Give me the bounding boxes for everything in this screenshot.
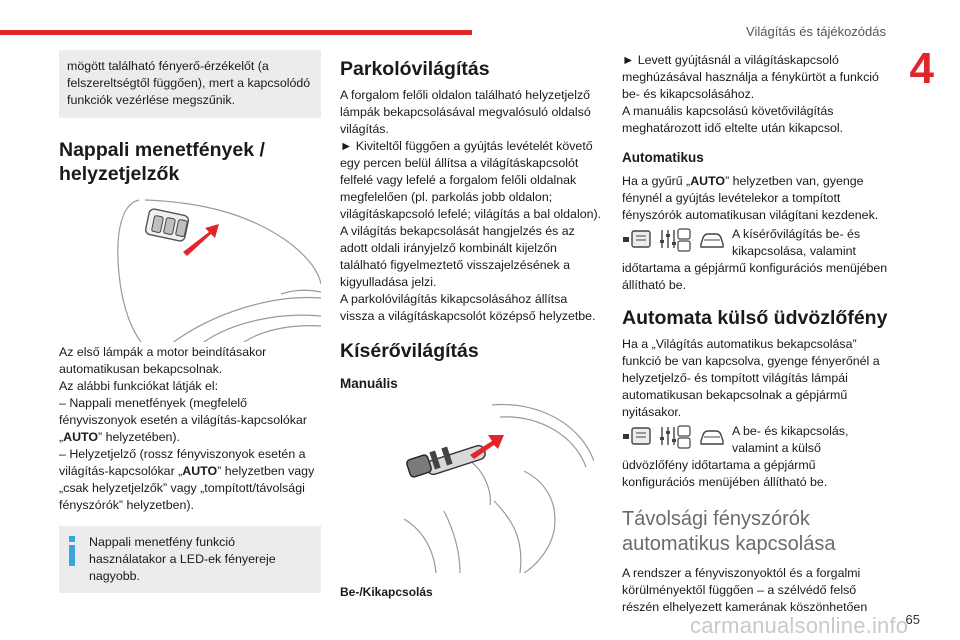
parking-lights-step: ► Kiviteltől függően a gyújtás levételét követő egy percen belül állítsa a világításkapcsolót felfelé vagy lefelé a forgalom felőli oldalnak megfelelően (pl. parkolás jobb oldalon; világításkapcsoló lefelé; világítás a bal oldalon).	[340, 139, 602, 221]
manual-subheading: Manuális	[340, 376, 398, 391]
vehicle-settings-icon	[658, 228, 692, 252]
lighting-stalk-illustration	[374, 401, 594, 573]
touchscreen-icon	[622, 427, 652, 447]
daytime-lights-paragraph: Az első lámpák a motor beindításakor automatikusan bekapcsolnak. Az alábbi funkciókat látják el: – Nappali menetfények (megfelelő fényviszonyok esetén a világítás-kapcsolókar „AUTO” helyzetében). – Helyzetjelző (rossz fényviszonyok esetén a világítás-kapcsolókar „AUTO” helyzetben vagy „csak helyzetjelzők” vagy „tompított/távolsági fényszórók” helyzetben).	[59, 345, 315, 512]
welcome-lighting-paragraph: Ha a „Világítás automatikus bekapcsolása” funkció be van kapcsolva, gyenge fényerőnél a helyzetjelző- és tompított világítás lámpái automatikusan bekapcsolnak a gépjármű nyitásakor.	[622, 337, 880, 419]
auto-label: AUTO	[63, 430, 99, 444]
auto-label: AUTO	[690, 174, 726, 188]
car-outline-icon	[698, 427, 726, 447]
continued-note-text: mögött található fényerő-érzékelőt (a felszereltségtől függően), mert a kapcsolódó funkciók vezérlése megszűnik.	[67, 59, 311, 107]
headlight-switch-illustration	[111, 194, 321, 342]
parking-lights-intro: A forgalom felőli oldalon található helyzetjelző lámpák bekapcsolásával megvalósuló oldalsó világítás.	[340, 88, 591, 136]
chapter-number: 4	[909, 44, 934, 93]
header-accent-bar	[0, 30, 472, 35]
automatic-paragraph: Ha a gyűrű „AUTO” helyzetben van, gyenge fénynél a gyújtás levételekor a tompított fényszórók automatikusan világítani kezdenek.	[622, 174, 879, 222]
settings-icons	[622, 423, 726, 451]
welcome-lighting-settings-text: A be- és kikapcsolás, valamint a külső	[732, 424, 849, 455]
flash-headlights-step: ► Levett gyújtásnál a világításkapcsoló meghúzásával használja a fénykürtöt a funkció be- és kikapcsolásához.	[622, 53, 879, 101]
settings-icons-row-2	[622, 423, 890, 457]
on-off-caption: Be-/Kikapcsolás	[340, 585, 433, 599]
auto-label: AUTO	[182, 464, 218, 478]
watermark: carmanualsonline.info	[690, 613, 909, 638]
auto-high-beam-heading: Távolsági fényszórók automatikus kapcsolása	[622, 508, 836, 555]
info-icon	[67, 536, 77, 566]
welcome-lighting-heading: Automata külső üdvözlőfény	[622, 307, 888, 329]
settings-icons-row-1	[622, 226, 890, 260]
car-outline-icon	[698, 230, 726, 250]
parking-lights-signal: A világítás bekapcsolását hangjelzés és az adott oldali irányjelző kombinált kijelzőn található figyelmeztető visszajelzésének a kigyulladása jelzi.	[340, 224, 575, 289]
column-2	[340, 50, 602, 601]
parking-lights-off: A parkolóvilágítás kikapcsolásához állítsa vissza a világításkapcsolót középső helyzetbe.	[340, 292, 596, 323]
info-text: Nappali menetfény funkció használatakor a LED-ek fényereje nagyobb.	[89, 535, 276, 583]
guide-me-home-settings-text: A kísérővilágítás be- és kikapcsolása, valamint	[732, 227, 861, 258]
page-number: 65	[905, 612, 920, 627]
touchscreen-icon	[622, 230, 652, 250]
manual-timeout-text: A manuális kapcsolású követővilágítás meghatározott idő eltelte után kikapcsol.	[622, 104, 844, 135]
vehicle-settings-icon	[658, 425, 692, 449]
guide-me-home-duration-text: időtartama a gépjármű konfigurációs menüjében állítható be.	[622, 261, 888, 292]
parking-lights-heading: Parkolóvilágítás	[340, 58, 490, 80]
daytime-lights-heading: Nappali menetfények / helyzetjelzők	[59, 139, 265, 185]
welcome-lighting-duration-text: üdvözlőfény időtartama a gépjármű konfigurációs menüjében állítható be.	[622, 458, 828, 489]
column-3	[622, 50, 890, 616]
automatic-subheading: Automatikus	[622, 150, 704, 165]
guide-me-home-heading: Kísérővilágítás	[340, 340, 479, 362]
info-box	[59, 526, 321, 593]
settings-icons	[622, 226, 726, 254]
auto-high-beam-paragraph: A rendszer a fényviszonyoktól és a forgalmi körülményektől függően – a szélvédő felső részén elhelyezett kamerának köszönhetően	[622, 566, 868, 614]
section-title: Világítás és tájékozódás	[746, 24, 886, 39]
continued-note-box	[59, 50, 321, 118]
column-1	[59, 50, 321, 593]
